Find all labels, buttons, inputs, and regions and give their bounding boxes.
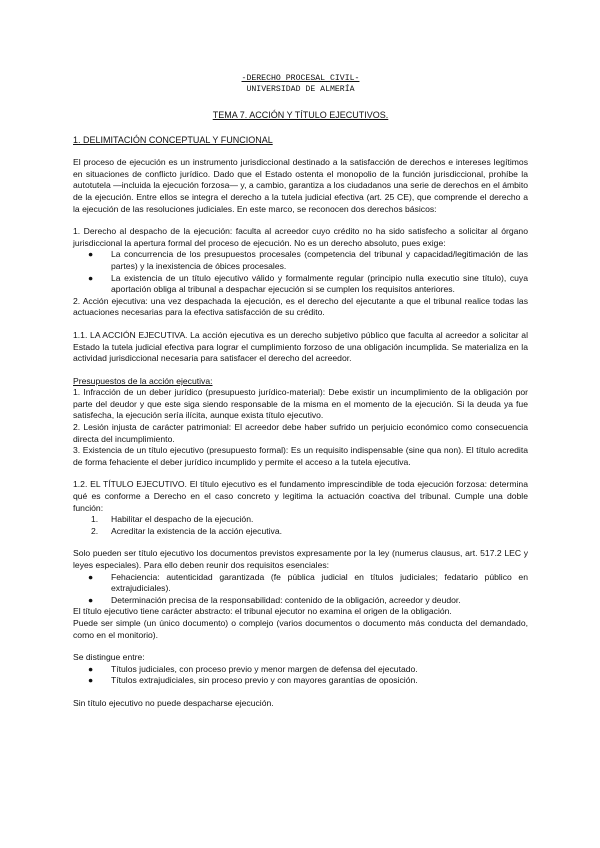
list-item-text: Títulos judiciales, con proceso previo y menor margen de defensa del ejecutado. [111, 663, 418, 674]
list-item [73, 675, 528, 687]
list-number: 2. [91, 525, 99, 536]
closing-sentence: Sin título ejecutivo no puede despacharse ejecución. [73, 697, 274, 708]
accion-ejecutiva-paragraph: 1.1. LA ACCIÓN EJECUTIVA. La acción ejecutiva es un derecho subjetivo público que faculta al acreedor a solicitar al Estado la tutela judicial efectiva para lograr el cumplimiento forzoso de una obligación incumplida. Se materializa en la actividad jurisdiccional necesaria para satisfacer el derecho del acreedor. [73, 329, 528, 364]
course-title: -DERECHO PROCESAL CIVIL- [241, 74, 360, 83]
list-item [73, 572, 528, 595]
bullet-icon: ● [88, 571, 94, 582]
intro-paragraph: El proceso de ejecución es un instrumento jurisdiccional destinado a la satisfacción de derechos e intereses legítimos en situaciones de conflicto jurídico. Dado que el Estado ostenta el monopolio de la función jurisdiccional, prohíbe la autotutela —incluida la ejecución forzosa— y, a cambio, garantiza a los ciudadanos una serie de derechos en el ámbito de la ejecución. Entre ellos se integra el derecho a la tutela judicial efectiva (art. 25 CE), que comprende el derecho a la ejecución de las resoluciones judiciales. En este marco, se reconocen dos derechos básicos: [73, 157, 528, 214]
course-header [73, 74, 528, 95]
bullet-icon: ● [88, 663, 94, 674]
title-types-bullets [73, 664, 528, 687]
simple-complex-paragraph: Puede ser simple (un único documento) o complejo (varios documentos o documento más conducta del demandado, como en el monitorio). [73, 617, 528, 640]
list-item [73, 273, 528, 296]
requisitos-bullets [73, 572, 528, 607]
bullet-icon: ● [88, 272, 94, 283]
distinguish-label: Se distingue entre: [73, 652, 145, 663]
topic-title: TEMA 7. ACCIÓN Y TÍTULO EJECUTIVOS. [212, 110, 389, 120]
presupuesto-3: 3. Existencia de un título ejecutivo (presupuesto formal): Es un requisito indispensable (sine qua non). El título acredita de forma fehaciente el deber jurídico incumplido y permite el acceso a la tutela ejecutiva. [73, 445, 528, 467]
list-item-text: Habilitar el despacho de la ejecución. [111, 514, 254, 525]
list-item-text: La concurrencia de los presupuestos procesales (competencia del tribunal y capacidad/legitimación de las partes) y la inexistencia de óbices procesales. [111, 249, 528, 271]
bullet-icon: ● [88, 675, 94, 686]
list-number: 1. [91, 514, 99, 525]
list-item [73, 514, 528, 526]
requisitos-paragraph: Solo pueden ser título ejecutivo los documentos previstos expresamente por la ley (numerus clausus, art. 517.2 LEC y leyes especiales). Para ello deben reunir dos requisitos esenciales: [73, 548, 528, 570]
list-item [73, 595, 528, 607]
right-1-bullets [73, 249, 528, 295]
right-1-paragraph: 1. Derecho al despacho de la ejecución: faculta al acreedor cuyo crédito no ha sido satisfecho a solicitar al órgano jurisdiccional la apertura formal del proceso de ejecución. No es un derecho absoluto, pues exige: [73, 226, 528, 248]
list-item-text: La existencia de un título ejecutivo válido y formalmente regular (principio nulla executio sine título), cuya aportación obliga al tribunal a despachar ejecución si se cumplen los requisitos anteriores. [111, 272, 528, 295]
list-item-text: Acreditar la existencia de la acción ejecutiva. [111, 525, 283, 536]
list-item-text: Determinación precisa de la responsabilidad: contenido de la obligación, acreedor y deudor. [111, 594, 461, 605]
list-item-text: Fehaciencia: autenticidad garantizada (fe pública judicial en títulos judiciales; fedatario público en extrajudiciales). [111, 571, 528, 594]
list-item [73, 249, 528, 272]
presupuesto-2: 2. Lesión injusta de carácter patrimonial: El acreedor debe haber sufrido un perjuicio económico como consecuencia directa del incumplimiento. [73, 422, 528, 444]
list-item-text: Títulos extrajudiciales, sin proceso previo y con mayores garantías de oposición. [111, 675, 418, 686]
section-1-heading: 1. DELIMITACIÓN CONCEPTUAL Y FUNCIONAL [73, 134, 273, 145]
functions-list [73, 514, 528, 537]
bullet-icon: ● [88, 249, 94, 260]
presupuesto-1: 1. Infracción de un deber jurídico (presupuesto jurídico-material): Debe existir un incumplimiento de la obligación por parte del deudor y que este siga siendo responsable de la misma en el momento de la ejecución. Si la deuda ya fue satisfecha, la ejecución sería ilícita, aunque exista título ejecutivo. [73, 387, 528, 421]
bullet-icon: ● [88, 594, 94, 605]
titulo-ejecutivo-paragraph: 1.2. EL TÍTULO EJECUTIVO. El título ejecutivo es el fundamento imprescindible de toda ejecución forzosa: determina qué es conforme a Derecho en el caso concreto y legitima la actuación coactiva del tribunal. Cumple una doble función: [73, 479, 528, 513]
list-item [73, 526, 528, 538]
presupuestos-heading: Presupuestos de la acción ejecutiva: [73, 375, 213, 386]
university-name: UNIVERSIDAD DE ALMERÍA [246, 84, 355, 94]
abstract-paragraph: El título ejecutivo tiene carácter abstracto: el tribunal ejecutor no examina el origen de la obligación. [73, 606, 452, 617]
right-2-paragraph: 2. Acción ejecutiva: una vez despachada la ejecución, es el derecho del ejecutante a que el tribunal realice todas las actuaciones necesarias para la efectiva satisfacción de su crédito. [73, 295, 528, 318]
list-item [73, 664, 528, 676]
document-page [73, 74, 528, 710]
